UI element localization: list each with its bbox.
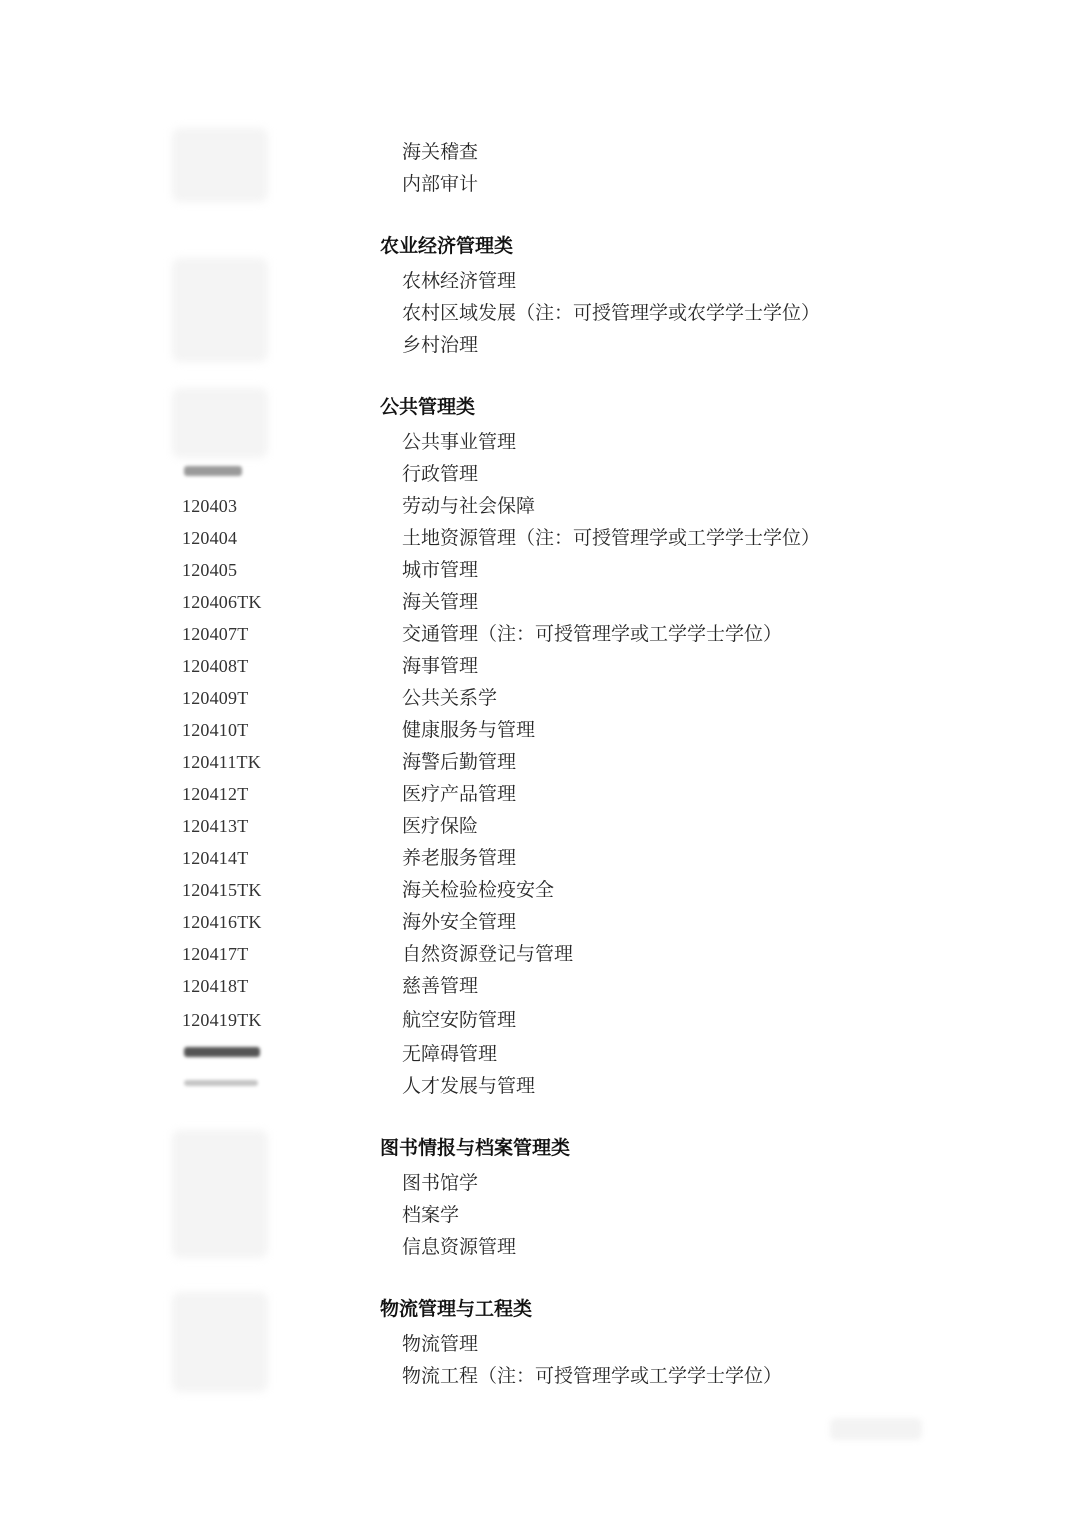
list-item	[0, 490, 1080, 522]
list-item	[0, 682, 1080, 714]
major-name: 农林经济管理	[402, 270, 517, 292]
major-name: 土地资源管理（注：可授管理学或工学学士学位）	[402, 527, 821, 549]
major-name: 物流管理	[402, 1333, 479, 1355]
list-item	[0, 554, 1080, 586]
list-item	[0, 618, 1080, 650]
major-code: 120407T	[182, 624, 249, 644]
major-code: 120417T	[182, 944, 249, 964]
list-item	[0, 1360, 1080, 1392]
list-item	[0, 970, 1080, 1002]
list-item	[0, 297, 1080, 329]
major-name: 慈善管理	[402, 975, 479, 997]
list-item	[0, 1038, 1080, 1070]
major-code: 120414T	[182, 848, 249, 868]
major-code: 120409T	[182, 688, 249, 708]
major-code: 120412T	[182, 784, 249, 804]
list-item	[0, 522, 1080, 554]
major-name: 图书馆学	[402, 1172, 479, 1194]
list-item	[0, 1199, 1080, 1231]
list-item	[0, 1004, 1080, 1036]
list-item	[0, 265, 1080, 297]
major-code: 120406TK	[182, 592, 262, 612]
list-item	[0, 938, 1080, 970]
major-code: 120405	[182, 560, 238, 580]
major-name: 公共事业管理	[402, 431, 517, 453]
major-name: 养老服务管理	[402, 847, 517, 869]
major-name: 城市管理	[402, 559, 479, 581]
major-code: 120415TK	[182, 880, 262, 900]
list-item	[0, 650, 1080, 682]
major-name: 信息资源管理	[402, 1236, 517, 1258]
list-item	[0, 906, 1080, 938]
major-name: 医疗保险	[402, 815, 479, 837]
list-item	[0, 586, 1080, 618]
major-name: 交通管理（注：可授管理学或工学学士学位）	[402, 623, 783, 645]
major-name: 海关检验检疫安全	[402, 879, 555, 901]
list-item	[0, 1328, 1080, 1360]
major-code: 120410T	[182, 720, 249, 740]
major-name: 海警后勤管理	[402, 751, 517, 773]
category-heading: 公共管理类	[380, 396, 476, 418]
major-name: 劳动与社会保障	[402, 495, 536, 517]
faint-watermark	[830, 1418, 922, 1440]
major-name: 海关稽查	[402, 141, 479, 163]
major-name: 人才发展与管理	[402, 1075, 536, 1097]
major-name: 医疗产品管理	[402, 783, 517, 805]
list-item	[0, 136, 1080, 168]
major-name: 物流工程（注：可授管理学或工学学士学位）	[402, 1365, 783, 1387]
category-heading: 农业经济管理类	[380, 235, 514, 257]
major-name: 健康服务与管理	[402, 719, 536, 741]
major-name: 档案学	[402, 1204, 460, 1226]
major-code: 120413T	[182, 816, 249, 836]
list-item	[0, 329, 1080, 361]
list-item	[0, 1070, 1080, 1102]
major-name: 海外安全管理	[402, 911, 517, 933]
major-name: 无障碍管理	[402, 1043, 498, 1065]
major-code: 120416TK	[182, 912, 262, 932]
major-name: 内部审计	[402, 173, 479, 195]
major-name: 行政管理	[402, 463, 479, 485]
major-code: 120419TK	[182, 1010, 262, 1030]
list-item	[0, 1167, 1080, 1199]
category-heading: 图书情报与档案管理类	[380, 1137, 571, 1159]
major-name: 海关管理	[402, 591, 479, 613]
major-name: 乡村治理	[402, 334, 479, 356]
major-code: 120411TK	[182, 752, 261, 772]
list-item	[0, 458, 1080, 490]
list-item	[0, 778, 1080, 810]
list-item	[0, 168, 1080, 200]
major-code: 120404	[182, 528, 238, 548]
list-item	[0, 874, 1080, 906]
list-item	[0, 842, 1080, 874]
major-name: 公共关系学	[402, 687, 498, 709]
major-name: 海事管理	[402, 655, 479, 677]
list-item	[0, 426, 1080, 458]
list-item	[0, 1231, 1080, 1263]
major-code: 120403	[182, 496, 238, 516]
major-name: 航空安防管理	[402, 1009, 517, 1031]
category-heading: 物流管理与工程类	[380, 1298, 533, 1320]
list-item	[0, 746, 1080, 778]
major-code: 120418T	[182, 976, 249, 996]
major-code: 120408T	[182, 656, 249, 676]
major-name: 农村区域发展（注：可授管理学或农学学士学位）	[402, 302, 821, 324]
list-item	[0, 714, 1080, 746]
major-name: 自然资源登记与管理	[402, 943, 574, 965]
list-item	[0, 810, 1080, 842]
